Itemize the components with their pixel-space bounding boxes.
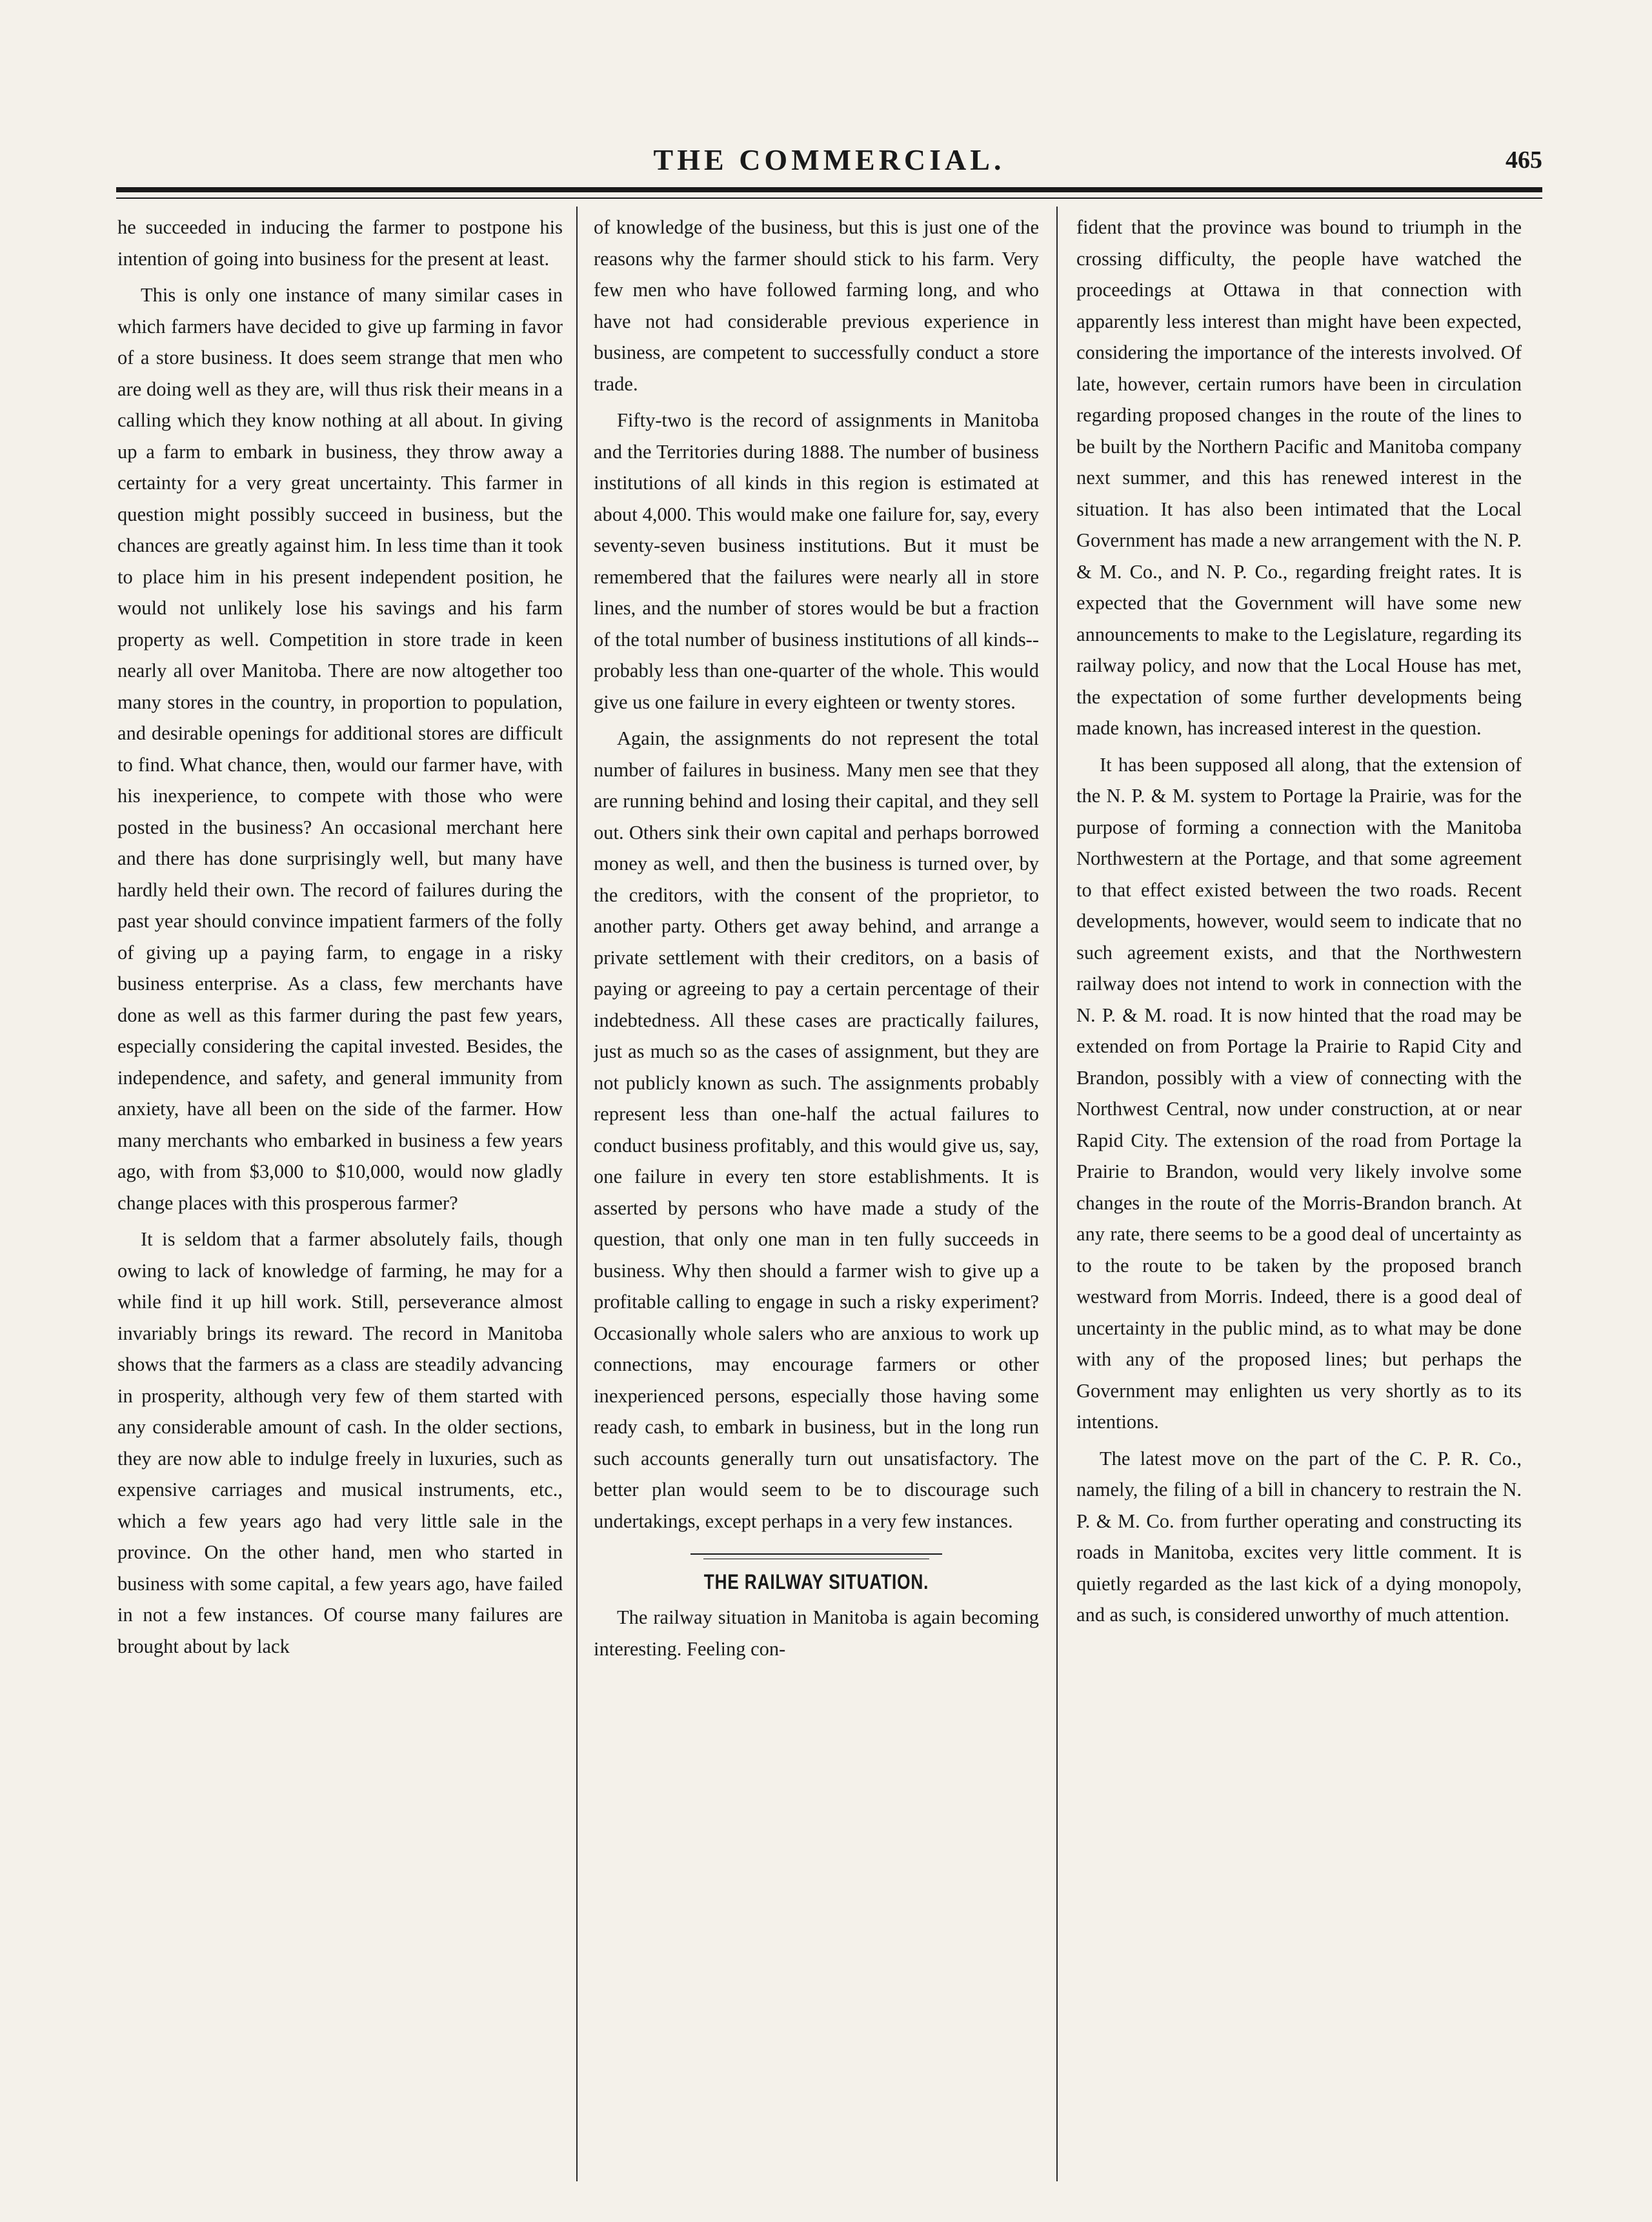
section-heading (594, 1553, 1039, 1598)
paragraph: The latest move on the part of the C. P. R. Co., namely, the filing of a bill in chancery to restrain the N. P. & M. Co. from further operating and constructing its roads in Manitoba, excites very little comment. It is quietly regarded as the last kick of a dying monopoly, and as such, is considered unworthy of much attention. (1076, 1447, 1522, 1626)
column-3 (1076, 212, 1522, 2161)
paragraph: The railway situation in Manitoba is again becoming interesting. Feeling con- (594, 1606, 1039, 1660)
railway-situation-heading: THE RAILWAY SITUATION. (703, 1570, 929, 1593)
header-rule-thin (116, 197, 1542, 199)
paragraph: fident that the province was bound to triumph in the crossing difficulty, the people have watched the proceedings at Ottawa in that connection with apparently less interest than might have been expected, considering the importance of the interests involved. Of late, however, certain rumors have been in circulation regarding proposed changes in the route of the lines to be built by the Northern Pacific and Manitoba company next summer, and this has renewed interest in the situation. It has also been intimated that the Local Government has made a new arrangement with the N. P. & M. Co., and N. P. Co., regarding freight rates. It is expected that the Government will have some new announcements to make to the Legislature, regarding its railway policy, and now that the Local House has met, the expectation of some further developments being made known, has increased interest in the question. (1076, 216, 1522, 739)
page-number: 465 (1506, 146, 1542, 174)
column-1 (117, 212, 563, 2161)
column-divider-1 (576, 207, 578, 2181)
paragraph: Fifty-two is the record of assignments in Manitoba and the Territories during 1888. The number of business institutions of all kinds in this region is estimated at about 4,000. This would make one failure for, say, every seventy-seven business institutions. But it must be remembered that the failures were nearly all in store lines, and the number of stores would be but a fraction of the total number of business institutions of all kinds--probably less than one-quarter of the whole. This would give us one failure in every eighteen or twenty stores. (594, 409, 1039, 713)
page-header (116, 141, 1542, 179)
paragraph: It is seldom that a farmer absolutely fails, though owing to lack of knowledge of farming, he may for a while find it up hill work. Still, perseverance almost invariably brings its reward. The record in Manitoba shows that the farmers as a class are steadily advancing in prosperity, although very few of them started with any considerable amount of cash. In the older sections, they are now able to indulge freely in luxuries, such as expensive carriages and musical instruments, etc., which a few years ago had very little sale in the province. On the other hand, men who started in business with some capital, a few years ago, have failed in not a few instances. Of course many failures are brought about by lack (117, 1228, 563, 1657)
paragraph: of knowledge of the business, but this is just one of the reasons why the farmer should stick to his farm. Very few men who have followed farming long, and who have not had considerable previous experience in business, are competent to successfully conduct a store trade. (594, 216, 1039, 395)
column-2 (594, 212, 1039, 2161)
paragraph: Again, the assignments do not represent the total number of failures in business. Many men see that they are running behind and losing their capital, and they sell out. Others sink their own capital and perhaps borrowed money as well, and then the business is turned over, by the creditors, with the consent of the proprietor, to another party. Others get away behind, and arrange a private settlement with their creditors, on a basis of paying or agreeing to pay a certain percentage of their indebtedness. All these cases are practically failures, just as much so as the cases of assignment, but they are not publicly known as such. The assignments probably represent less than one-half the actual failures to conduct business profitably, and this would give us, say, one failure in every ten store establishments. It is asserted by persons who have made a study of the question, that only one man in ten fully succeeds in business. Why then should a farmer wish to give up a profitable calling to engage in such a risky experiment? Occasionally whole salers who are anxious to work up connections, may encourage farmers or other inexperienced persons, especially those having some ready cash, to embark in business, but in the long run such accounts generally turn out unsatisfactory. The better plan would seem to be to discourage such undertakings, except perhaps in a very few instances. (594, 727, 1039, 1532)
paragraph: This is only one instance of many similar cases in which farmers have decided to give up farming in favor of a store business. It does seem strange that men who are doing well as they are, will thus risk their means in a calling which they know nothing at all about. In giving up a farm to embark in business, they throw away a certainty for a very great uncertainty. This farmer in question might possibly succeed in business, but the chances are greatly against him. In less time than it took to place him in his present independent position, he would not unlikely lose his savings and his farm property as well. Competition in store trade in keen nearly all over Manitoba. There are now altogether too many stores in the country, in proportion to population, and desirable openings for additional stores are difficult to find. What chance, then, would our farmer have, with his inexperience, to compete with those who were posted in the business? An occasional merchant here and there has done surprisingly well, but many have hardly held their own. The record of failures during the past year should convince impatient farmers of the folly of giving up a paying farm, to engage in a risky business enterprise. As a class, few merchants have done as well as this farmer during the past few years, especially considering the capital invested. Besides, the independence, and safety, and general immunity from anxiety, have all been on the side of the farmer. How many merchants who embarked in business a few years ago, with from $3,000 to $10,000, would now gladly change places with this prosperous farmer? (117, 284, 563, 1214)
column-divider-2 (1056, 207, 1058, 2181)
masthead-title: THE COMMERCIAL. (653, 143, 1005, 176)
header-rule-thick (116, 187, 1542, 192)
paragraph: he succeeded in inducing the farmer to postpone his intention of going into business for the present at least. (117, 216, 563, 270)
heading-rule (690, 1553, 942, 1555)
paragraph: It has been supposed all along, that the extension of the N. P. & M. system to Portage la Prairie, was for the purpose of forming a connection with the Manitoba Northwestern at the Portage, and that some agreement to that effect existed between the two roads. Recent developments, however, would seem to indicate that no such agreement exists, and that the Northwestern railway does not intend to work in connection with the N. P. & M. road. It is now hinted that the road may be extended on from Portage la Prairie to Rapid City and Brandon, possibly with a view of connecting with the Northwest Central, now under construction, at or near Rapid City. The extension of the road from Portage la Prairie to Brandon, would very likely involve some changes in the route of the Morris-Brandon branch. At any rate, there seems to be a good deal of uncertainty as to the route to be taken by the proposed branch westward from Morris. Indeed, there is a good deal of uncertainty in the public mind, as to what may be done with any of the proposed lines; but perhaps the Government may enlighten us very shortly as to its intentions. (1076, 753, 1522, 1433)
